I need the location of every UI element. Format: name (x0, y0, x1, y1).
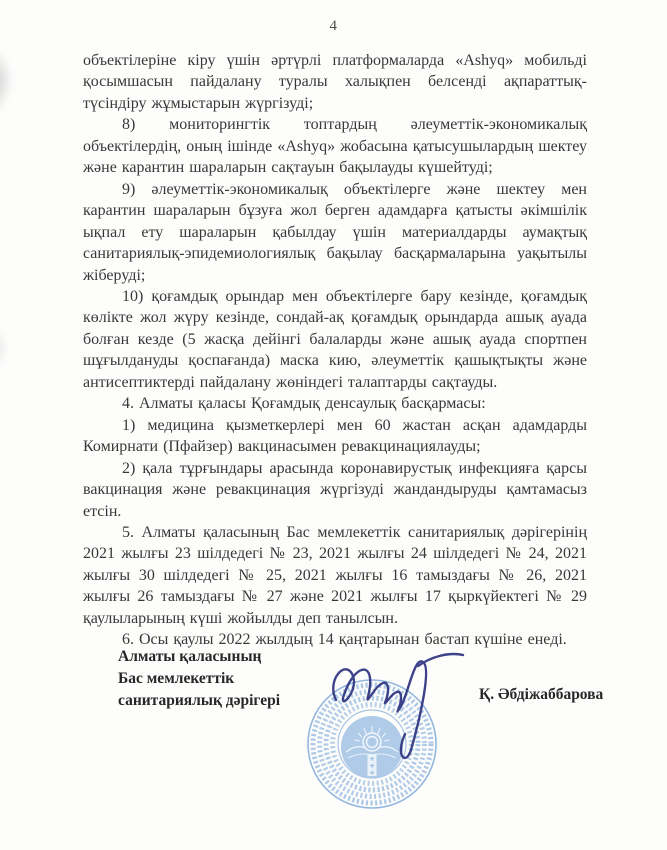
signatory-title (118, 646, 280, 711)
paragraph-point-5: 5. Алматы қаласының Бас мемлекеттік санитариялық дәрігерінің 2021 жылғы 23 шілдедегі № 23, 2021 жылғы 24 шілдедегі № 24, 2021 жылғы 30 шілдедегі № 25, 2021 жылғы 16 тамыздағы № 26, 2021 жылғы 26 тамыздағы № 27 және 2021 жылғы 17 қыркүйектегі № 29 қаулыларының күші жойылды деп танылсын. (83, 523, 587, 627)
paragraph-point-4: 4. Алматы қаласы Қоғамдық денсаулық басқармасы: (122, 395, 486, 413)
svg-text:✳: ✳ (369, 756, 375, 763)
signatory-title-line: санитариялық дәрігері (118, 691, 281, 709)
paragraph-item-8: 8) мониторингтік топтардың әлеуметтік-экономикалық объектілердің, оның ішінде «Ashyq» жобасына қатысушылардың шектеу және карантин шараларын сақтауын бақылауды күшейтуді; (83, 116, 587, 177)
paragraph-subpoint-1: 1) медицина қызметкерлері мен 60 жастан асқан адамдарды Комирнати (Пфайзер) вакцинасымен ревакцинациялауды; (83, 416, 587, 456)
signatory-title-line: Бас мемлекеттік (118, 669, 235, 687)
svg-text:✳: ✳ (369, 763, 375, 770)
paragraph-continuation: объектілеріне кіру үшін әртүрлі платформаларда «Ashyq» мобильді қосымшасын пайдалану туралы халықпен белсенді ақпараттық-түсіндіру жұмыстарын жүргізуді; (83, 52, 587, 112)
paragraph-item-9: 9) әлеуметтік-экономикалық объектілерге және шектеу мен карантин шараларын бұзуға жол берген адамдарға қатысты әкімшілік ықпал ету шараларын қабылдау үшін материалдарды аумақтық санитариялық-эпидемиологиялық бақылау басқармаларына уақытылы жіберуді; (83, 180, 587, 284)
signatory-title-line: Алматы қаласының (118, 648, 262, 665)
svg-text:✳: ✳ (369, 770, 375, 777)
handwritten-signature-icon (320, 634, 470, 784)
page-number: 4 (329, 18, 338, 34)
paragraph-point-6: 6. Осы қаулы 2022 жылдың 14 қаңтарынан бастап күшіне енеді. (122, 631, 567, 649)
paragraph-item-10: 10) қоғамдық орындар мен объектілерге бару кезінде, қоғамдық көлікте жол жүру кезінде, сондай-ақ қоғамдық орындарда ашық ауада болған кезде (5 жасқа дейінгі балаларды және ашық ауада спортпен шұғылдануды қоспағанда) маска кию, әлеуметтік қашықтықты және антисептиктерді пайдалану жөніндегі талаптарды сақтауды. (83, 287, 587, 391)
scan-artifact (0, 328, 8, 368)
document-text (83, 50, 587, 651)
scan-artifact (0, 50, 12, 112)
paragraph-subpoint-2: 2) қала тұрғындары арасында коронавирустық инфекцияға қарсы вакцинация және ревакцинация жүргізуді жандандыруды қамтамасыз етсін. (83, 459, 587, 520)
signatory-name: Қ. Әбдіжаббарова (479, 686, 604, 703)
